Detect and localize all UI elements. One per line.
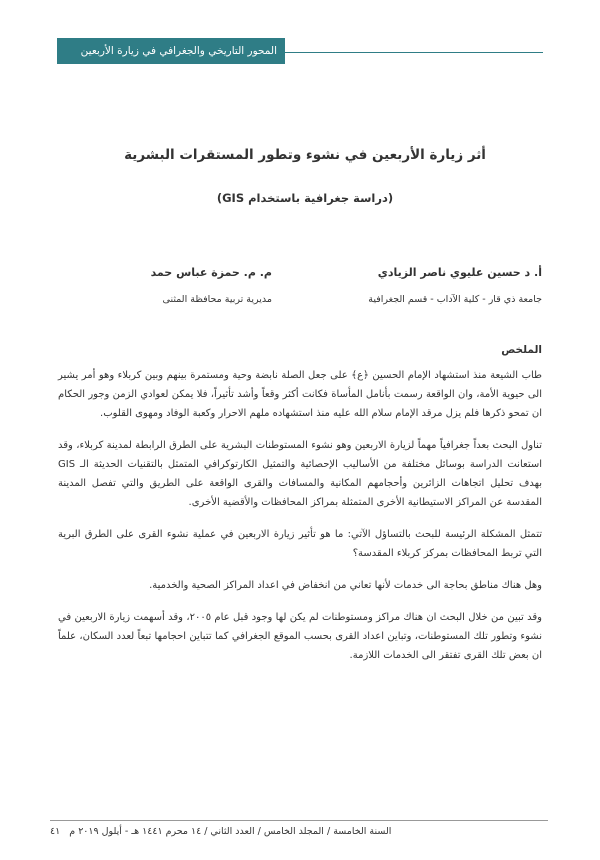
author-2-name: م. م. حمزة عباس حمد: [150, 266, 272, 279]
footer-rule: [50, 820, 548, 821]
abstract-paragraph: طاب الشيعة منذ استشهاد الإمام الحسين ﴿ع﴾ على جعل الصلة نابضة وحية ومستمرة بينهم وبين كربلاء وهو أمر يشير الى حيوية الأمة، وان الواقعة رسمت بأنامل المأساة فكانت أكثر وقعاً وأشد تأثيراً، فلا يمكن لعوادي الزمن وجور الحكام ان تمحو ذكرها فلم يزل مرقد الإمام سلام الله عليه منذ استشهاده ملهم الاحرار وكعبة الوفاد ومهوى القلوب.: [58, 370, 542, 419]
page-footer: [50, 826, 548, 837]
abstract-heading: الملخص: [501, 344, 542, 356]
abstract-paragraph: تتمثل المشكلة الرئيسة للبحث بالتساؤل الآتي: ما هو تأثير زيارة الاربعين في عملية نشوء القرى على الطرق البرية التي تربط المحافظات بمركز كربلاء المقدسة؟: [58, 529, 542, 559]
author-2: [151, 266, 272, 305]
abstract-body: [58, 366, 542, 678]
author-2-affiliation: مديرية تربية محافظة المثنى: [162, 294, 272, 305]
article-subtitle: (دراسة جغرافية باستخدام GIS): [216, 191, 394, 205]
article-title: أثر زيارة الأربعين في نشوء وتطور المستقرات البشرية: [124, 147, 486, 163]
abstract-paragraph: وقد تبين من خلال البحث ان هناك مراكز ومستوطنات لم يكن لها وجود قبل عام ٢٠٠٥، وقد أسهمت زيارة الاربعين في نشوء وتطور تلك المستوطنات، وتباين اعداد القرى بحسب الموقع الجغرافي كما تتباين احجامها تبعاً لعدد السكان، علماً ان بعض تلك القرى تفتقر الى الخدمات اللازمة.: [58, 612, 542, 661]
page-number: ٤١: [50, 826, 61, 837]
running-title: المحور التاريخي والجغرافي في زيارة الأربعين: [80, 45, 277, 57]
author-1-name: أ. د حسين عليوي ناصر الزيادي: [377, 266, 542, 279]
author-1: [368, 266, 542, 305]
abstract-paragraph: تناول البحث بعداً جغرافياً مهماً لزيارة الاربعين وهو نشوء المستوطنات البشرية على الطرق الرابطة لمدينة كربلاء، وقد استعانت الدراسة بوسائل مختلفة من الأساليب الإحصائية والتمثيل الكارتوكرافي المتمثل بالتقنيات الحديثة الـ GIS بهدف تحليل اتجاهات الزائرين وأحجامهم المكانية والمسافات والقرى الواقعة على الطريق والتي تفصل المدينة المقدسة عن المراكز الاستيطانية الأخرى المتمثلة بمراكز المحافظات والأقضية الأخرى.: [58, 440, 542, 508]
author-1-affiliation: جامعة ذي قار - كلية الآداب - قسم الجغرافية: [368, 294, 542, 305]
header-rule: [285, 52, 543, 53]
abstract-paragraph: وهل هناك مناطق بحاجة الى خدمات لأنها تعاني من انخفاض في اعداد المراكز الصحية والخدمية.: [149, 580, 542, 591]
footer-issue-line: السنة الخامسة / المجلد الخامس / العدد الثاني / ١٤ محرم ١٤٤١ هـ - أيلول ٢٠١٩ م: [69, 826, 392, 837]
running-header: [57, 38, 285, 64]
